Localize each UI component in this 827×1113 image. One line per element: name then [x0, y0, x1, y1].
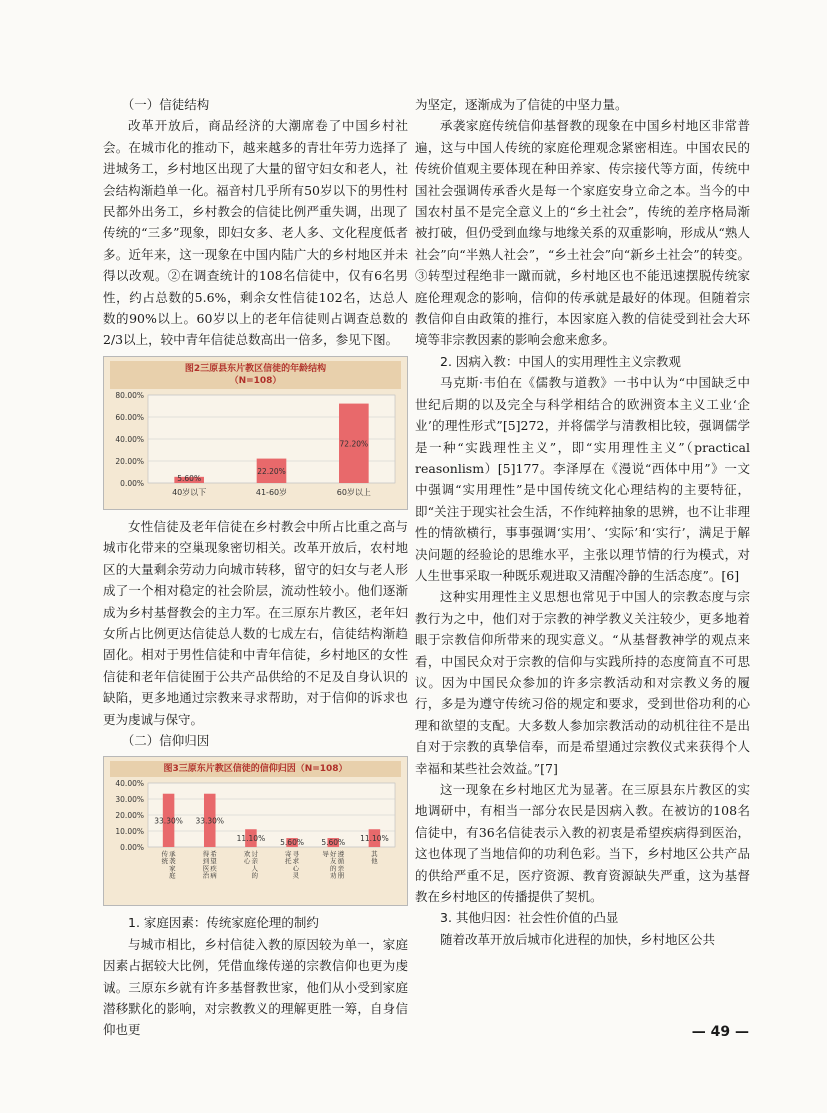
x-tick-label: 60岁以上: [336, 487, 371, 497]
svg-text:友: 友: [330, 857, 337, 866]
svg-text:心: 心: [292, 864, 300, 873]
svg-text:的: 的: [251, 871, 258, 880]
svg-text:朋: 朋: [337, 871, 345, 880]
svg-text:袭: 袭: [169, 857, 176, 866]
data-label: 33.30%: [154, 816, 183, 826]
section-heading-structure: （一）信徒结构: [121, 97, 210, 112]
x-tick-label: [371, 849, 378, 865]
left-column: [103, 94, 408, 1041]
x-tick-label: [285, 849, 300, 880]
svg-text:望: 望: [210, 857, 217, 866]
paragraph-continued: 为坚定，逐渐成为了信徒的中坚力量。: [415, 97, 628, 112]
svg-text:讨: 讨: [251, 850, 258, 859]
svg-text:劝: 劝: [330, 871, 337, 880]
svg-text:好: 好: [330, 850, 337, 859]
section-heading-attribution: （二）信仰归因: [121, 732, 210, 748]
paragraph: 承袭家庭传统信仰基督教的现象在中国乡村地区非常普遍，这与中国人传统的家庭伦理观念紧密相连。中国农民的传统价值观主要体现在种田养家、传宗接代等方面，传统中国社会强调传承香火是每一个家庭安身立命之本。当今的中国农村虽不是完全意义上的“乡土社会”，传统的差序格局渐被打破，但仍受到血缘与地缘关系的双重影响，形成从“熟人社会”向“半熟人社会”，“乡土社会”向“新乡土社会”的转变。③转型过程绝非一蹴而就，乡村地区也不能迅速摆脱传统家庭伦理观念的影响，信仰的传承就是最好的体现。但随着宗教信仰自由政策的推行，本因家庭入教的信徒受到社会大环境等非宗教因素的影响会愈来愈多。: [415, 118, 750, 348]
data-label: 5.60%: [321, 838, 346, 848]
svg-text:循: 循: [337, 857, 345, 866]
data-label: 22.20%: [257, 466, 286, 476]
x-tick-label: [162, 849, 177, 880]
svg-text:人: 人: [251, 864, 258, 873]
svg-text:灵: 灵: [292, 871, 300, 880]
x-tick-label: 40岁以下: [172, 487, 207, 497]
subsection-heading-illness: 2. 因病入教：中国人的实用理性主义宗教观: [440, 353, 681, 369]
paragraph: 与城市相比，乡村信徒入教的原因较为单一，家庭因素占据较大比例，凭借血缘传递的宗教信仰也更为虔诚。三原东乡就有许多基督教世家，他们从小受到家庭潜移默化的影响，对宗教教义的理解更胜一筹，自身信仰也更: [103, 936, 408, 1038]
svg-text:病: 病: [210, 871, 217, 880]
svg-text:遵: 遵: [337, 850, 345, 859]
y-tick-label: 40.00%: [115, 779, 144, 789]
chart-title: [110, 761, 401, 777]
svg-text:家: 家: [169, 864, 176, 873]
paragraph: 这一现象在乡村地区尤为显著。在三原县东片教区的实地调研中，有相当一部分农民是因病入教。在被访的108名信徒中，有36名信徒表示入教的初衷是希望疾病得到医治，这也体现了当地信仰的功利色彩。当下，乡村地区公共产品的供给严重不足，医疗资源、教育资源缺失严重，这为基督教在乡村地区的传播提供了契机。: [415, 782, 750, 905]
x-tick-label: [322, 849, 344, 880]
paragraph: 马克斯·韦伯在《儒教与道教》一书中认为“中国缺乏中世纪后期的以及完全与科学相结合的欧洲资本主义工业‘企业’的理性形式”[5]272，并将儒学与清教相比较，强调儒学是一种“实践理性主义”，即“实用理性主义”（practical reasonlism）[5]177。李泽厚在《漫说“西体中用”》一文中强调“实用理性”是中国传统文化心理结构的主要特征，即“关注于现实社会生活，不作纯粹抽象的思辨，也不让非理性的情欲横行，事事强调‘实用’、‘实际’和‘实行’，满足于解决问题的经验论的思维水平，主张以理节情的行为模式，对人生世事采取一种既乐观进取又清醒冷静的生活态度”。[6]: [415, 375, 750, 583]
data-label: 11.10%: [236, 834, 266, 844]
paragraph: 这种实用理性主义思想也常见于中国人的宗教态度与宗教行为之中，他们对于宗教的神学教义关注较少，更多地着眼于宗教信仰所带来的现实意义。“从基督教神学的观点来看，中国民众对于宗教的信仰与实践所持的态度简直不可思议。因为中国民众参加的许多宗教活动和对宗教义务的履行，多是为遵守传统习俗的规定和要求，受到世俗功利的心理和欲望的支配。大多数人参加宗教活动的动机往往不是出自对于宗教的真挚信奉，而是希望通过宗教仪式来获得个人幸福和某些社会效益。”[7]: [415, 589, 750, 776]
y-tick-label: 0.00%: [120, 478, 144, 488]
svg-text:到: 到: [202, 857, 210, 866]
data-label: 11.10%: [360, 834, 389, 844]
svg-text:疾: 疾: [210, 864, 217, 873]
y-tick-label: 60.00%: [115, 412, 144, 422]
y-tick-label: 30.00%: [115, 795, 144, 805]
svg-text:寄: 寄: [285, 850, 292, 859]
svg-text:亲: 亲: [337, 864, 345, 873]
chart-title-text: 图3三原东片教区信徒的信仰归因（N=108）: [163, 764, 348, 775]
svg-text:求: 求: [292, 857, 300, 866]
subsection-heading-family: 1. 家庭因素：传统家庭伦理的制约: [128, 915, 319, 931]
y-tick-label: 20.00%: [115, 456, 144, 466]
data-label: 33.30%: [195, 816, 225, 826]
x-tick-label: [244, 849, 259, 880]
svg-text:寻: 寻: [292, 850, 300, 859]
chart-title: [110, 361, 401, 389]
paragraph: 女性信徒及老年信徒在乡村教会中所占比重之高与城市化带来的空巢现象密切相关。改革开放后，农村地区的大量剩余劳动力向城市转移，留守的妇女与老人形成了一个相对稳定的社会阶层，流动性较小。他们逐渐成为乡村基督教会的主力军。在三原东片教区，老年妇女所占比例更达信徒总人数的七成左右，信徒结构渐趋固化。相对于男性信徒和中青年信徒，乡村地区的女性信徒和老年信徒囿于公共产品供给的不足及自身认识的缺陷，更多地通过宗教来寻求帮助，对于信仰的诉求也更为虔诚与保守。: [103, 518, 408, 727]
y-tick-label: 80.00%: [115, 390, 144, 400]
belief-attribution-plot: [110, 777, 401, 899]
belief-attribution-chart: [103, 756, 408, 906]
svg-text:医: 医: [202, 864, 210, 873]
y-tick-label: 20.00%: [115, 811, 144, 821]
age-structure-chart: [103, 356, 408, 510]
svg-text:心: 心: [243, 857, 251, 866]
page-number: — 49 —: [691, 1024, 749, 1040]
svg-text:希: 希: [210, 850, 217, 859]
svg-text:他: 他: [371, 857, 378, 866]
svg-text:的: 的: [330, 864, 337, 873]
paragraph: 改革开放后，商品经济的大潮席卷了中国乡村社会。在城市化的推动下，越来越多的青壮年劳力选择了进城务工，乡村地区出现了大量的留守妇女和老人，社会结构渐趋单一化。福音村几乎所有50岁以下的男性村民都外出务工，乡村教会的信徒比例严重失调，出现了传统的“三多”现象，即妇女多、老人多、文化程度低者多。近年来，这一现象在中国内陆广大的乡村地区并未得以改观。②在调查统计的108名信徒中，仅有6名男性，约占总数的5.6%，剩余女性信徒102名，达总人数的90%以上。60岁以上的老年信徒则占调查总数的2/3以上，较中青年信徒总数高出一倍多，参见下图。: [103, 118, 408, 348]
svg-text:托: 托: [285, 857, 292, 866]
svg-text:统: 统: [161, 857, 169, 866]
svg-text:传: 传: [161, 850, 169, 859]
svg-text:其: 其: [371, 850, 378, 859]
svg-text:承: 承: [169, 850, 176, 859]
svg-text:庭: 庭: [169, 871, 176, 880]
y-tick-label: 10.00%: [115, 827, 144, 837]
age-structure-plot: [110, 389, 401, 503]
svg-text:得: 得: [202, 850, 210, 859]
y-tick-label: 40.00%: [115, 434, 144, 444]
x-tick-label: 41-60岁: [255, 487, 288, 497]
subsection-heading-other: 3. 其他归因：社会性价值的凸显: [440, 910, 619, 926]
x-tick-label: [203, 849, 218, 880]
svg-text:导: 导: [322, 850, 329, 859]
data-label: 5.60%: [280, 838, 304, 848]
paragraph: 随着改革开放后城市化进程的加快，乡村地区公共: [440, 931, 716, 947]
chart-title-text: 图2三原县东片教区信徒的年龄结构: [184, 363, 327, 374]
svg-text:亲: 亲: [251, 857, 258, 866]
chart-subtitle-text: （N=108）: [229, 375, 282, 386]
data-label: 72.20%: [339, 439, 369, 449]
y-tick-label: 0.00%: [120, 843, 144, 853]
right-column: [415, 94, 750, 950]
svg-text:治: 治: [202, 871, 210, 880]
svg-text:欢: 欢: [243, 850, 251, 859]
data-label: 5.60%: [177, 473, 202, 483]
